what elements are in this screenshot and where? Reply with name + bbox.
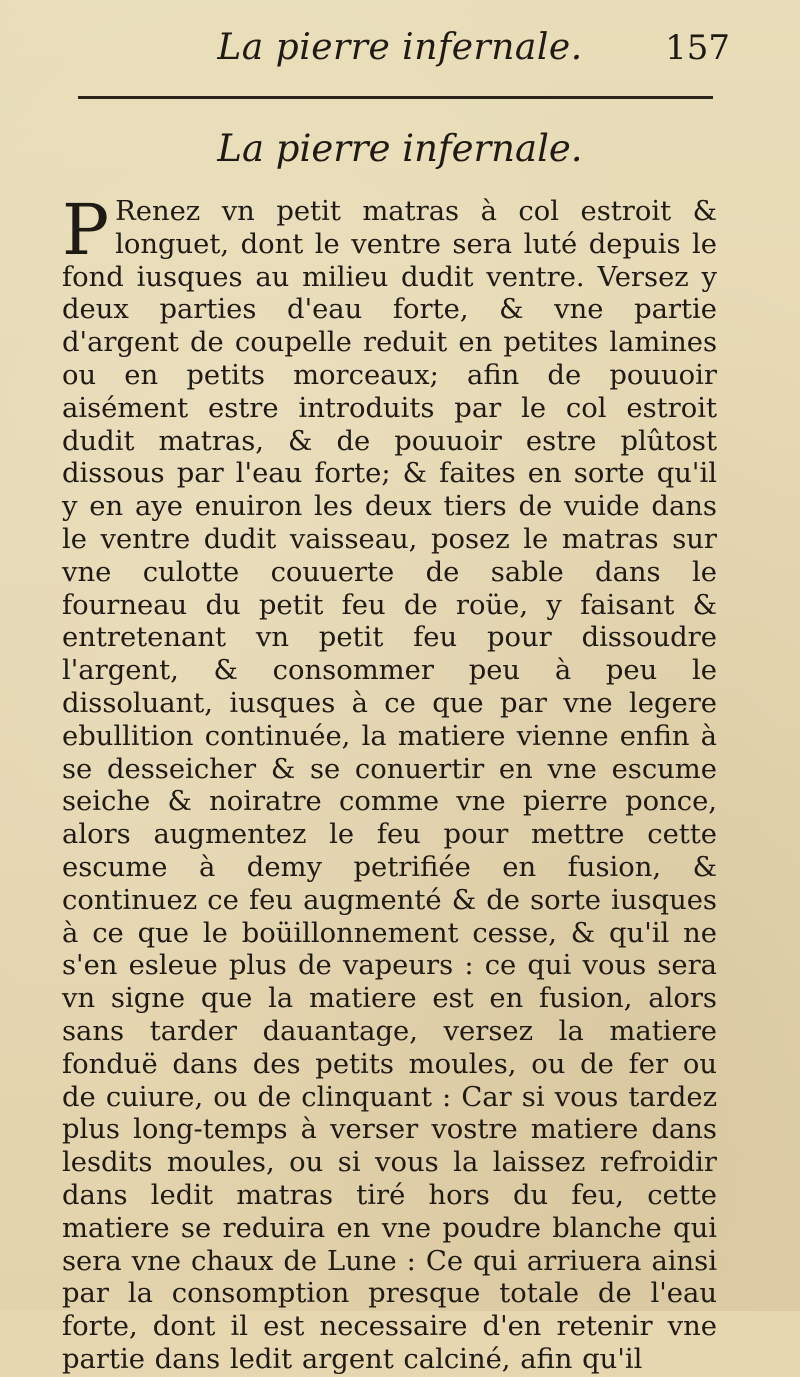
running-head [0, 22, 800, 74]
body-text: Renez vn petit matras à col estroit & longuet, dont le ventre sera luté depuis le fond iusques au milieu dudit ventre. Versez y deux parties d'eau forte, & vne partie d'argent de coupelle reduit en petites lamines ou en petits morceaux; afin de pouuoir aisément estre introduits par le col estroit dudit matras, & de pouuoir estre plûtost dissous par l'eau forte; & faites en sorte qu'il y en aye enuiron les deux tiers de vuide dans le ventre dudit vaisseau, posez le matras sur vne culotte couuerte de sable dans le fourneau du petit feu de roüe, y faisant & entretenant vn petit feu pour dissoudre l'argent, & consommer peu à peu le dissoluant, iusques à ce que par vne legere ebullition continuée, la matiere vienne enfin à se desseicher & se conuertir en vne escume seiche & noiratre comme vne pierre ponce, alors augmentez le feu pour mettre cette escume à demy petrifiée en fusion, & continuez ce feu augmenté & de sorte iusques à ce que le boüillonnement cesse, & qu'il ne s'en esleue plus de vapeurs : ce qui vous sera vn signe que la matiere est en fusion, alors sans tarder dauantage, versez la matiere fonduë dans des petits moules, ou de fer ou de cuiure, ou de clinquant : Car si vous tardez plus long-temps à verser vostre matiere dans lesdits moules, ou si vous la laissez refroidir dans ledit matras tiré hors du feu, cette matiere se reduira en vne poudre blanche qui sera vne chaux de Lune : Ce qui arriuera ainsi par la consomption presque totale de l'eau forte, dont il est necessaire d'en retenir vne partie dans ledit argent calciné, afin qu'il [62, 196, 717, 1375]
header-rule [78, 96, 713, 99]
page-number: 157 [665, 28, 730, 68]
drop-cap: P [62, 189, 110, 271]
body-paragraph [62, 189, 717, 1377]
running-title: La pierre infernale. [217, 27, 583, 68]
section-title: La pierre infernale. [217, 127, 583, 170]
